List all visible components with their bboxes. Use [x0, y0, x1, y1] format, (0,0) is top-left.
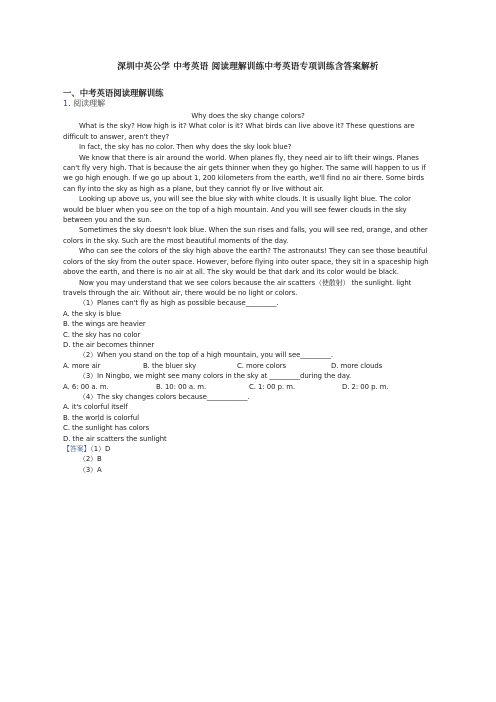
answer-option: C. 1: 00 p. m.: [249, 382, 296, 391]
question-stem: （2）When you stand on the top of a high mountain, you will see_________.: [79, 351, 334, 360]
answer-item: （2）B: [79, 455, 102, 464]
question-stem: （1）Planes can't fly as high as possible because_________.: [79, 299, 279, 308]
question-stem: （3）In Ningbo, we might see many colors in the sky at _________during the day.: [79, 372, 352, 381]
answer-option: A. it's colorful itself: [63, 403, 128, 412]
question-stem: （4）The sky changes colors because____________.: [79, 392, 250, 401]
passage-paragraph: Now you may understand that we see colors because the air scatters（使散射） the sunlight. light travels through the air. Without air, there would be no light or colors.: [63, 278, 412, 297]
answer-option: A. more air: [63, 361, 101, 370]
answer-option: C. the sky has no color: [63, 330, 141, 339]
answer-tag: 【答案】: [63, 445, 91, 453]
answer-option: D. the air becomes thinner: [63, 340, 155, 349]
answer-option: A. 6: 00 a. m.: [63, 382, 109, 391]
passage-title: Why does the sky change colors?: [191, 112, 305, 120]
answer-option: B. the bluer sky: [143, 361, 197, 370]
section-heading: 一、中考英语阅读理解训练: [63, 88, 164, 98]
option-row: [63, 361, 433, 371]
answer-option: C. the sunlight has colors: [63, 424, 150, 433]
answer-item: （1）D: [90, 445, 111, 453]
passage-paragraph: What is the sky? How high is it? What color is it? What birds can live above it? These questions are difficult to answer, aren't they?: [63, 122, 415, 141]
passage-paragraph: We know that there is air around the world. When planes fly, they need air to lift their wings. Planes can't fly very high. That is because the air gets thinner when they go higher. The same will happen to us if we go high enough. If we go up about 1, 200 kilometers from the earth, we'll find no air there. Some birds can fly into the sky as high as a plane, but they cannot fly or live without air.: [63, 153, 426, 193]
answer-option: B. the world is colorful: [63, 413, 139, 422]
answer-item: （3）A: [79, 465, 102, 474]
answer-option: B. 10: 00 a. m.: [156, 382, 207, 391]
question-heading: [63, 98, 105, 109]
option-row: [63, 382, 433, 392]
answer-option: D. more clouds: [331, 361, 383, 370]
answer-option: D. 2: 00 p. m.: [342, 382, 389, 391]
answer-option: C. more colors: [237, 361, 287, 370]
answer-line: [63, 444, 433, 454]
question-number: 1.: [63, 99, 71, 108]
passage-paragraph: In fact, the sky has no color. Then why does the sky look blue?: [79, 143, 292, 152]
passage-paragraph: Sometimes the sky doesn't look blue. When the sun rises and falls, you will see red, orange, and other colors in the sky. Such are the most beautiful moments of the day.: [63, 226, 428, 245]
passage-paragraph: Looking up above us, you will see the blue sky with white clouds. It is usually light blue. The color would be bluer when you see on the top of a high mountain. And you will see fewer clouds in the sky between you and the sun.: [63, 195, 411, 225]
answer-option: B. the wings are heavier: [63, 320, 146, 329]
passage-paragraph: Who can see the colors of the sky high above the earth? The astronauts! They can see those beautiful colors of the sky from the outer space. However, before flying into outer space, they sit in a spaceship high above the earth, and there is no air at all. The sky would be that dark and its color would be black.: [63, 247, 429, 277]
answer-option: D. the air scatters the sunlight: [63, 434, 167, 443]
question-label: 阅读理解: [73, 99, 106, 108]
answer-option: A. the sky is blue: [63, 309, 121, 318]
document-title: 深圳中英公学 中考英语 阅读理解训练中考英语专项训练含答案解析: [117, 62, 379, 72]
document-body: [63, 111, 433, 475]
